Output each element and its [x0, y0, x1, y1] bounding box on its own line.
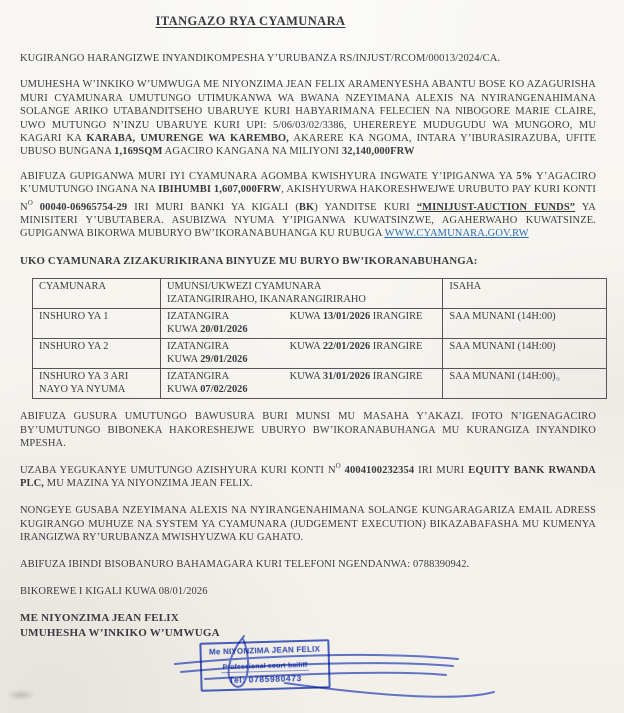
stamp-phone-line: Tel: 0785980473 [228, 672, 303, 686]
dates-line1 [167, 340, 436, 353]
cyamunara-website-link[interactable]: WWW.CYAMUNARA.GOV.RW [384, 228, 529, 240]
stamp-name-line: Me NIYONZIMA JEAN FELIX [208, 644, 321, 657]
table-row [33, 339, 607, 369]
dates-line1 [167, 370, 436, 383]
auction-schedule-table [32, 278, 607, 399]
document-title: ITANGAZO RYA CYAMUNARA [155, 14, 346, 28]
auction-time-cell: SAA MUNANI (14H:00) [443, 339, 607, 369]
auction-time-cell: SAA MUNANI (14H:00) [443, 309, 607, 339]
start-end-dates: KUWA 31/01/2026 IRANGIRE [289, 371, 423, 383]
scan-smudge [6, 689, 36, 701]
case-reference-line: KUGIRANGO HARANGIZWE INYANDIKOMPESHA Y’URUBANZA RS/INJUST/RCOM/00013/2024/CA. [20, 53, 501, 64]
start-end-dates: KUWA 13/01/2026 IRANGIRE [289, 311, 423, 323]
start-word: IZATANGIRA [167, 371, 230, 383]
stamp-title-line: Professional court bailiff [220, 662, 309, 673]
header-isaha: ISAHA [443, 279, 607, 309]
bailiff-role: UMUHESHA W’INKIKO W’UMWUGA [20, 626, 220, 639]
end-date: 29/01/2026 [200, 354, 248, 366]
dates-line2: KUWA 29/01/2026 [167, 354, 248, 366]
signature-block [20, 611, 596, 640]
end-date: 07/02/2026 [200, 384, 248, 396]
auction-dates-cell [161, 309, 443, 339]
start-date: 22/01/2026 [322, 341, 371, 353]
table-row [33, 309, 607, 339]
paragraph-payment: UZABA YEGUKANYE UMUTUNGO AZISHYURA KURI KONTI $N^O$ 4004100232354 IRI MURI EQUITY BANK RWANDA PLC, MU MAZINA YA NIYONZIMA JEAN FELIX. [20, 461, 596, 489]
date-place-line: BIKOREWE I KIGALI KUWA 08/01/2026 [20, 585, 208, 597]
paragraph-contact-phone: ABIFUZA IBINDI BISOBANURO BAHAMAGARA KURI TELEFONI NGENDANWA: 0788390942. [20, 558, 470, 570]
dates-line2: KUWA 20/01/2026 [167, 324, 248, 336]
dates-line2: KUWA 07/02/2026 [167, 384, 248, 396]
auction-time-cell: SAA MUNANI (14H:00) [443, 369, 607, 399]
header-cyamunara: CYAMUNARA [33, 279, 161, 309]
paragraph-email-request: NONGEYE GUSABA NZEYIMANA ALEXIS NA NYIRANGENAHIMANA SOLANGE KUNGARAGARIZA EMAIL ADRESS KUGIRANGO MUHUZE NA SYSTEM YA CYAMUNARA (JUDGEMENT EXECUTION) BIKAZABAFASHA MU KUMENYA IRANGIZWA RY’URUBANZA MWISHYUZWA KU GAHATO. [20, 505, 596, 544]
header-dates [161, 279, 443, 309]
scan-speck [556, 377, 560, 381]
end-date: 20/01/2026 [200, 324, 248, 336]
header-dates-line1: UMUNSI/UKWEZI CYAMUNARA [167, 281, 322, 293]
table-row [33, 369, 607, 399]
start-end-dates: KUWA 22/01/2026 IRANGIRE [289, 341, 423, 353]
start-date: 13/01/2026 [322, 311, 371, 323]
schedule-heading: UKO CYAMUNARA ZIZAKURIKIRANA BINYUZE MU BURYO BW’IKORANABUHANGA: [20, 254, 478, 267]
paragraph-bidding-terms: ABIFUZA GUPIGANWA MURI IYI CYAMUNARA AGOMBA KWISHYURA INGWATE Y’IPIGANWA YA 5% Y’AGACIRO K’UMUTUNGO INGANA NA IBIHUMBI 1,607,000FRW, AKISHYURWA HAKORESHWEJWE URUBUTO PAY KURI KONTI $N^O$ 00040-06965754-29 IRI MURI BANKI YA KIGALI (BK) YANDITSE KURI “MINIJUST-AUCTION FUNDS” YA MINISITERI Y’UBUTABERA. ASUBIZWA NYUMA Y’IPIGANWA KUWATSINZWE, AGAHERWAHO KUWATSINZE. GUPIGANWA BIKORWA MUBURYO BW’IKORANABUHANGA KU RUBUGA WWW.CYAMUNARA.GOV.RW [20, 170, 596, 240]
auction-dates-cell [161, 339, 443, 369]
paragraph-announcement: UMUHESHA W’INKIKO W’UMWUGA ME NIYONZIMA JEAN FELIX ARAMENYESHA ABANTU BOSE KO AZAGURISHA MURI CYAMUNARA UMUTUNGO UTIMUKANWA WA BWANA NZEYIMANA ALEXIS NA NYIRANGENAHIMANA SOLANGE ARIKO UTABANDITSEHO UBARUYE KURI HABYARIMANA FELECIEN NA NIBOGORE MARIE CLAIRE, UWO MUTUNGO N’INZU UBARUYE KURI UPI: 5/06/03/02/3386, UHEREREYE MUDUGUDU WA MUNGORO, MU KAGARI KA KARABA, UMURENGE WA KAREMBO, AKARERE KA NGOMA, INTARA Y’IBURASIRAZUBA, UFITE UBUSO BUNGANA 1,169SQM AGACIRO KANGANA NA MILIYONI 32,140,000FRW [20, 79, 596, 158]
auction-round-cell: INSHURO YA 1 [33, 309, 161, 339]
auction-round-cell: INSHURO YA 2 [33, 339, 161, 369]
table-header-row [33, 279, 607, 309]
document-content [20, 12, 596, 640]
auction-round-cell: INSHURO YA 3 ARI NAYO YA NYUMA [33, 369, 161, 399]
document-title-wrap [20, 12, 481, 30]
start-word: IZATANGIRA [167, 311, 230, 323]
bailiff-stamp [199, 639, 330, 692]
start-date: 31/01/2026 [322, 371, 371, 383]
bailiff-name: ME NIYONZIMA JEAN FELIX [20, 612, 179, 625]
start-word: IZATANGIRA [167, 341, 230, 353]
auction-dates-cell [161, 369, 443, 399]
dates-line1 [167, 310, 436, 323]
paragraph-visiting: ABIFUZA GUSURA UMUTUNGO BAWUSURA BURI MUNSI MU MASAHA Y’AKAZI. IFOTO N’IGENAGACIRO BY’UMUTUNGO BIBONEKA HAKORESHEJWE UBURYO BW’IKORANABUHANGA MU KURANGIZA INYANDIKO MPESHA. [20, 411, 596, 450]
header-dates-line2: IZATANGIRIRAHO, IKANARANGIRIRAHO [167, 294, 366, 306]
